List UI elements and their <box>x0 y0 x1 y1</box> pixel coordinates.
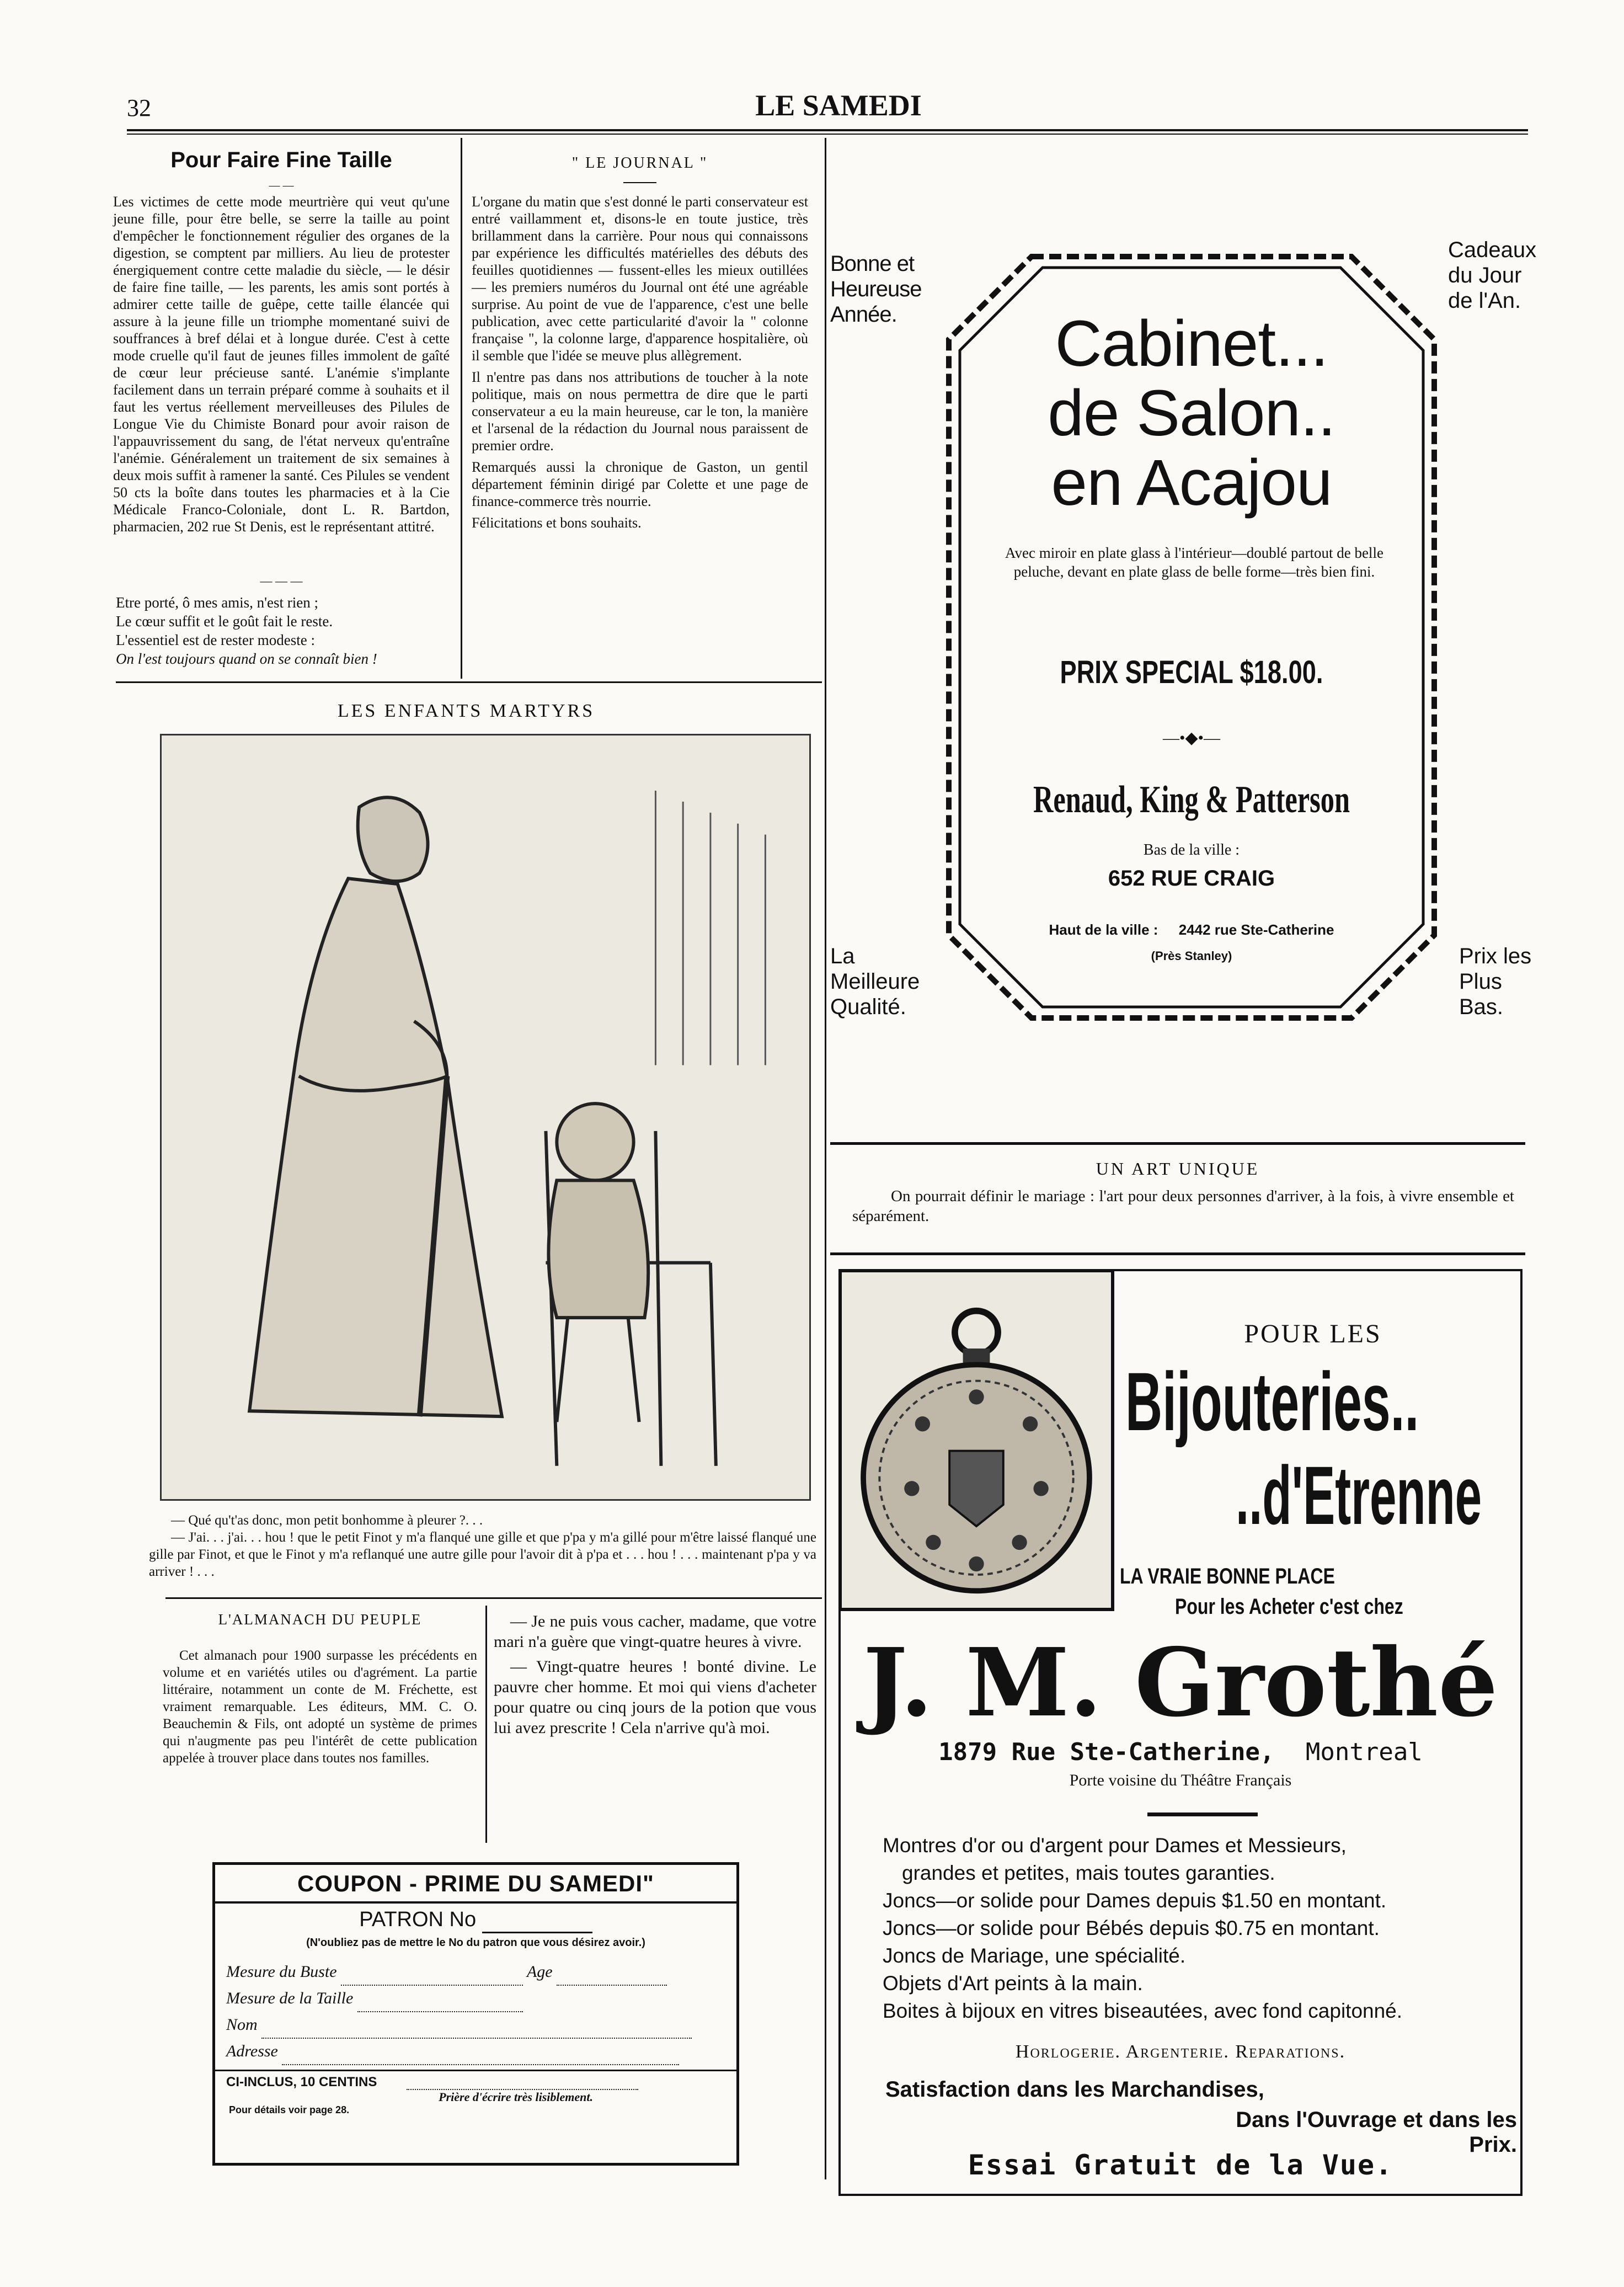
ad-line: Objets d'Art peints à la main. <box>883 1972 1143 1995</box>
pocket-watch-illustration <box>838 1269 1114 1611</box>
grothe-pour-les: POUR LES <box>1244 1319 1382 1348</box>
grothe-headline1: Bijouteries.. <box>1125 1355 1419 1448</box>
poem-line: Etre porté, ô mes amis, n'est rien ; <box>116 594 319 611</box>
side-line: de l'An. <box>1448 289 1521 313</box>
art-unique-heading: UN ART UNIQUE <box>1096 1159 1260 1179</box>
cabinet-upper-town <box>982 921 1401 939</box>
buste-field[interactable] <box>341 1959 523 1986</box>
heading-underline <box>623 182 656 183</box>
art-unique-text: On pourrait définir le mariage : l'art pour deux personnes d'arriver, à la fois, à vivre ensemble et séparément. <box>852 1187 1514 1225</box>
article-body-taille: Les victimes de cette mode meurtrière qui veut qu'une jeune fille, pour être belle, se serre la taille au point d'empêcher le fonctionnement régulier des organes de la digestion, se comptent par milliers. Au lieu de protester énergiquement contre cette maladie du siècle, — le désir de faire fine taille, — les parents, les amis sont portés à admirer cette taille de guêpe, cette taille élancée qui assure à la jeune fille un triomphe momentané suivi de souffrances à bref délai et à longue durée. C'est à cette mode cruelle qu'il faut de jeunes filles immolent de gaîté de cœur leur précieuse santé. L'anémie s'implante facilement dans un terrain préparé comme à souhaits et il faut les vertus réellement merveilleuses des Pilules de Longue Vie du Chimiste Bonard pour avoir raison de l'appauvrissement du sang, de l'état nerveux qu'entraîne l'anémie. Généralement un traitement de six semaines à deux mois suffit à ramener la santé. Ces Pilules se vendent 50 cts la boîte dans toutes les pharmacies et à la Cie Médicale Franco-Coloniale, dont L. R. Bartdon, pharmacien, 202 rue St Denis, est le représentant attitré. <box>113 194 450 535</box>
adresse-field[interactable] <box>282 2039 679 2065</box>
side-line: Plus <box>1459 969 1502 994</box>
coupon-patron <box>215 1908 736 1933</box>
side-line: Prix les <box>1459 944 1532 968</box>
side-line: du Jour <box>1448 263 1522 287</box>
grothe-near: Porte voisine du Théâtre Français <box>1069 1771 1292 1789</box>
column-divider <box>461 138 462 679</box>
article-heading-taille: Pour Faire Fine Taille <box>170 148 392 172</box>
side-line: Cadeaux <box>1448 238 1537 262</box>
cabinet-address1: 652 RUE CRAIG <box>1108 866 1275 891</box>
grothe-satisfaction2: Dans l'Ouvrage et dans les Prix. <box>1236 2108 1517 2157</box>
nom-label: Nom <box>226 2016 258 2034</box>
cabinet-headline <box>982 309 1401 518</box>
upper-town-address: 2442 rue Ste-Catherine <box>1178 921 1334 938</box>
poem-line: On l'est toujours quand on se connaît bien ! <box>116 651 377 667</box>
paragraph: — Je ne puis vous cacher, madame, que votre mari n'a guère que vingt-quatre heures à vivre. <box>494 1612 816 1651</box>
headline-line: de Salon.. <box>1048 377 1335 450</box>
section-rule <box>116 681 822 683</box>
article-body-dialogue <box>494 1611 816 1742</box>
ad-line: Joncs de Mariage, une spécialité. <box>883 1944 1186 1967</box>
grothe-city: Montreal <box>1305 1738 1423 1766</box>
cabinet-description: Avec miroir en plate glass à l'intérieur—doublé partout de belle peluche, devant en plate glass de belle forme—très bien fini. <box>1005 545 1383 580</box>
divider-dash: — — <box>269 179 294 191</box>
paragraph: Remarqués aussi la chronique de Gaston, un gentil département féminin dirigé par Colette et une page de finance-commerce très nourrie. <box>472 459 808 509</box>
article-heading-almanach: L'ALMANACH DU PEUPLE <box>218 1611 422 1628</box>
side-line: Bas. <box>1459 995 1504 1019</box>
ad-line: grandes et petites, mais toutes garanties. <box>902 1862 1275 1884</box>
headline-line: en Acajou <box>1051 446 1332 519</box>
side-line: Qualité. <box>830 995 906 1019</box>
grothe-essai: Essai Gratuit de la Vue. <box>968 2149 1393 2181</box>
patron-label: PATRON No <box>359 1908 477 1931</box>
grothe-trades: Horlogerie. Argenterie. Reparations. <box>1015 2041 1346 2062</box>
taille-label: Mesure de la Taille <box>226 1989 354 2007</box>
taille-field[interactable] <box>357 1986 523 2012</box>
cartoon-illustration <box>160 734 811 1501</box>
ad-line: Boites à bijoux en vitres biseautées, avec fond capitonné. <box>883 2000 1403 2022</box>
grothe-bonne-place: LA VRAIE BONNE PLACE <box>1120 1564 1335 1588</box>
article-heading-journal: " LE JOURNAL " <box>571 154 708 172</box>
ad-line: Joncs—or solide pour Dames depuis $1.50 en montant. <box>883 1889 1387 1912</box>
coupon-legible: Prière d'écrire très lisiblement. <box>439 2090 593 2104</box>
nom-field-row <box>226 2012 725 2039</box>
article-body-almanach: Cet almanach pour 1900 surpasse les précédents en volume et en variétés utiles ou d'agrément. La partie littéraire, notamment un conte de M. Fréchette, est vraiment remarquable. Les éditeurs, MM. C. O. Beauchemin & Fils, ont adopté un système de primes qui n'augmente pas peu l'intérêt de cette publication appelée à trouver place dans toutes nos familles. <box>163 1648 477 1766</box>
paragraph: — Vingt-quatre heures ! bonté divine. Le pauvre cher homme. Et moi qui viens d'acheter pour quatre ou cinq jours de la potion que vous lui avez prescrite ! Cela n'arrive qu'à moi. <box>494 1657 816 1737</box>
cabinet-lower-town: Bas de la ville : <box>1143 841 1240 859</box>
grothe-headline2: ..d'Etrenne <box>1236 1449 1482 1542</box>
side-line: La <box>830 944 855 968</box>
cartoon-caption <box>149 1512 816 1580</box>
header-rule <box>127 129 1528 131</box>
ad-side-text <box>1448 237 1537 313</box>
cartoon-title: LES ENFANTS MARTYRS <box>337 701 595 721</box>
included-field[interactable] <box>407 2079 638 2090</box>
coupon-included: CI-INCLUS, 10 CENTINS <box>226 2075 377 2089</box>
grothe-address-row <box>844 1738 1517 1766</box>
side-line: Année. <box>830 302 897 327</box>
grothe-lines <box>883 1832 1517 2025</box>
patron-number-field[interactable] <box>482 1908 592 1933</box>
upper-town-label: Haut de la ville : <box>1049 921 1158 938</box>
section-rule <box>165 1597 822 1599</box>
grothe-address: 1879 Rue Ste-Catherine, <box>938 1738 1275 1766</box>
adresse-field-row <box>226 2039 725 2065</box>
nom-field[interactable] <box>261 2012 692 2039</box>
section-rule <box>830 1252 1525 1255</box>
page-number: 32 <box>127 94 151 121</box>
age-field[interactable] <box>557 1959 667 1986</box>
side-line: Meilleure <box>830 969 920 994</box>
poem-line: L'essentiel est de rester modeste : <box>116 632 315 648</box>
buste-label: Mesure du Buste <box>226 1963 337 1981</box>
poem-line: Le cœur suffit et le goût fait le reste. <box>116 613 333 630</box>
cabinet-near: (Près Stanley) <box>1151 949 1232 963</box>
side-line: Heureuse <box>830 277 922 301</box>
article-body-journal <box>472 193 808 536</box>
paragraph: Il n'entre pas dans nos attributions de toucher à la note politique, mais on nous permettra de dire que le parti conservateur a eu la main heureuse, car le ton, la manière et l'arsenal de la rédaction du Journal nous paraissent de premier ordre. <box>472 369 808 454</box>
page-title: LE SAMEDI <box>755 89 922 122</box>
taille-field-row <box>226 1986 725 2012</box>
caption-line: — J'ai. . . j'ai. . . hou ! que le petit Finot y m'a flanqué une gille et que p'pa y m'a gillé pour m'être laissé flanqué une gille par Finot, et que le Finot y m'a reflanqué une autre gille pour l'avoir dit à p'pa et . . . hou ! . . . maintenant p'pa y va arriver ! . . . <box>149 1530 816 1579</box>
cartoon-drawing <box>162 735 809 1499</box>
cabinet-price: PRIX SPECIAL $18.00. <box>1060 654 1323 690</box>
adresse-label: Adresse <box>226 2042 278 2060</box>
coupon-details: Pour détails voir page 28. <box>229 2104 350 2115</box>
header-rule-thin <box>127 134 1528 135</box>
paragraph: Félicitations et bons souhaits. <box>472 515 642 531</box>
coupon-note: (N'oubliez pas de mettre le No du patron que vous désirez avoir.) <box>306 1937 645 1949</box>
divider-dash: — — — <box>260 574 303 588</box>
coupon-form <box>212 1862 739 2166</box>
caption-line: — Qué qu't'as donc, mon petit bonhomme à pleurer ?. . . <box>171 1513 483 1528</box>
ornament-icon: —•◆•— <box>1162 729 1221 747</box>
divider-line <box>1147 1812 1258 1816</box>
ad-line: Montres d'or ou d'argent pour Dames et Messieurs, <box>883 1834 1347 1857</box>
grothe-satisfaction1: Satisfaction dans les Marchandises, <box>885 2077 1264 2102</box>
age-label: Age <box>526 1963 553 1981</box>
side-line: Bonne et <box>830 252 915 276</box>
column-divider <box>485 1606 487 1843</box>
section-rule <box>830 1142 1525 1145</box>
cabinet-company: Renaud, King & Patterson <box>1033 779 1350 821</box>
ad-side-text <box>830 251 924 327</box>
column-divider <box>825 138 826 2179</box>
grothe-acheter: Pour les Acheter c'est chez <box>1175 1595 1403 1619</box>
paragraph: L'organe du matin que s'est donné le parti conservateur est entré vaillamment et, disons-le en toute justice, très brillamment dans la carrière. Pour nous qui connaissons par expérience les difficultés matérielles des débuts des feuilles quotidiennes — fussent-elles les mieux outillées — les premiers numéros du Journal ont été une agréable surprise. Au point de vue de l'apparence, c'est une belle publication, avec cette particularité d'avoir la " colonne française ", la colonne large, d'apparence hospitalière, où il semble que l'idée se meuve plus allègrement. <box>472 194 808 364</box>
ad-line: Joncs—or solide pour Bébés depuis $0.75 en montant. <box>883 1917 1380 1939</box>
buste-field-row <box>226 1959 725 1986</box>
ad-side-text <box>1459 943 1542 1020</box>
watch-icon <box>842 1272 1111 1608</box>
headline-line: Cabinet... <box>1055 307 1328 380</box>
ad-side-text <box>830 943 924 1020</box>
coupon-title: COUPON - PRIME DU SAMEDI" <box>297 1870 654 1896</box>
article-poem <box>116 593 452 668</box>
grothe-name: J. M. Grothé <box>863 1628 1498 1738</box>
